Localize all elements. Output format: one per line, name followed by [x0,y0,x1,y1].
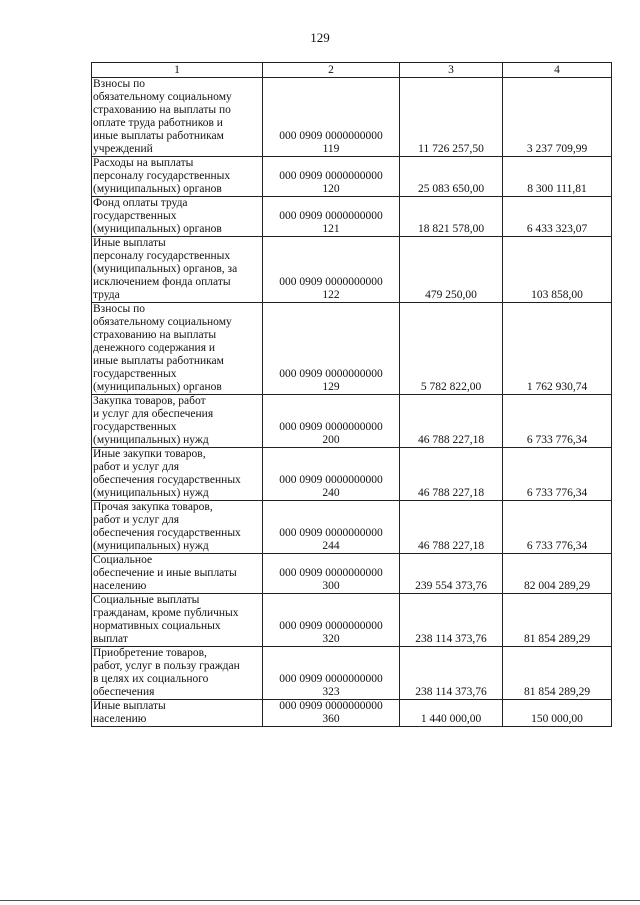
row-name-cell: Социальные выплаты гражданам, кроме публичных нормативных социальных выплат [92,594,263,647]
row-value-col3: 1 440 000,00 [400,700,503,727]
page-bottom-edge [0,900,640,901]
row-value-col3: 239 554 373,76 [400,554,503,594]
column-header-3: 3 [400,63,503,78]
row-value-col4: 6 733 776,34 [503,501,612,554]
table-row [92,554,612,594]
row-name-cell: Закупка товаров, работ и услуг для обеспечения государственных (муниципальных) нужд [92,395,263,448]
row-value-col4: 103 858,00 [503,237,612,303]
row-name-cell: Прочая закупка товаров, работ и услуг для обеспечения государственных (муниципальных) нужд [92,501,263,554]
row-value-col3: 46 788 227,18 [400,395,503,448]
table-row [92,594,612,647]
row-name-cell: Расходы на выплаты персоналу государственных (муниципальных) органов [92,157,263,197]
table-row [92,700,612,727]
row-code-cell: 000 0909 0000000000 320 [263,594,400,647]
row-code-cell: 000 0909 0000000000 119 [263,78,400,157]
row-name-cell: Взносы по обязательному социальному страхованию на выплаты денежного содержания и иные выплаты работникам государственных (муниципальных) органов [92,303,263,395]
row-value-col4: 81 854 289,29 [503,647,612,700]
row-code-cell: 000 0909 0000000000 122 [263,237,400,303]
row-value-col4: 82 004 289,29 [503,554,612,594]
row-value-col4: 81 854 289,29 [503,594,612,647]
row-value-col4: 6 733 776,34 [503,448,612,501]
row-value-col3: 5 782 822,00 [400,303,503,395]
row-code-cell: 000 0909 0000000000 360 [263,700,400,727]
page-number: 129 [310,30,330,45]
row-value-col3: 18 821 578,00 [400,197,503,237]
table-row [92,303,612,395]
table-header-row [92,63,612,78]
table-row [92,448,612,501]
table-row [92,157,612,197]
table-row [92,237,612,303]
row-value-col4: 1 762 930,74 [503,303,612,395]
row-name-cell: Взносы по обязательному социальному страхованию на выплаты по оплате труда работников и иные выплаты работникам учреждений [92,78,263,157]
row-name-cell: Иные выплаты персоналу государственных (муниципальных) органов, за исключением фонда оплаты труда [92,237,263,303]
row-value-col4: 6 733 776,34 [503,395,612,448]
column-header-2: 2 [263,63,400,78]
table-row [92,78,612,157]
row-name-cell: Иные выплаты населению [92,700,263,727]
column-header-1: 1 [92,63,263,78]
table-row [92,647,612,700]
row-code-cell: 000 0909 0000000000 200 [263,395,400,448]
budget-table [91,62,612,727]
row-value-col3: 479 250,00 [400,237,503,303]
row-code-cell: 000 0909 0000000000 121 [263,197,400,237]
row-code-cell: 000 0909 0000000000 120 [263,157,400,197]
row-name-cell: Приобретение товаров, работ, услуг в пользу граждан в целях их социального обеспечения [92,647,263,700]
row-value-col4: 6 433 323,07 [503,197,612,237]
row-code-cell: 000 0909 0000000000 323 [263,647,400,700]
column-header-4: 4 [503,63,612,78]
table-row [92,197,612,237]
row-value-col3: 25 083 650,00 [400,157,503,197]
row-code-cell: 000 0909 0000000000 240 [263,448,400,501]
row-value-col3: 11 726 257,50 [400,78,503,157]
row-value-col4: 3 237 709,99 [503,78,612,157]
row-value-col3: 238 114 373,76 [400,594,503,647]
row-value-col4: 150 000,00 [503,700,612,727]
table-row [92,395,612,448]
row-code-cell: 000 0909 0000000000 300 [263,554,400,594]
row-value-col3: 46 788 227,18 [400,448,503,501]
row-name-cell: Социальное обеспечение и иные выплаты населению [92,554,263,594]
row-value-col3: 46 788 227,18 [400,501,503,554]
row-value-col4: 8 300 111,81 [503,157,612,197]
row-code-cell: 000 0909 0000000000 244 [263,501,400,554]
table-row [92,501,612,554]
row-name-cell: Иные закупки товаров, работ и услуг для обеспечения государственных (муниципальных) нужд [92,448,263,501]
row-value-col3: 238 114 373,76 [400,647,503,700]
row-code-cell: 000 0909 0000000000 129 [263,303,400,395]
row-name-cell: Фонд оплаты труда государственных (муниципальных) органов [92,197,263,237]
